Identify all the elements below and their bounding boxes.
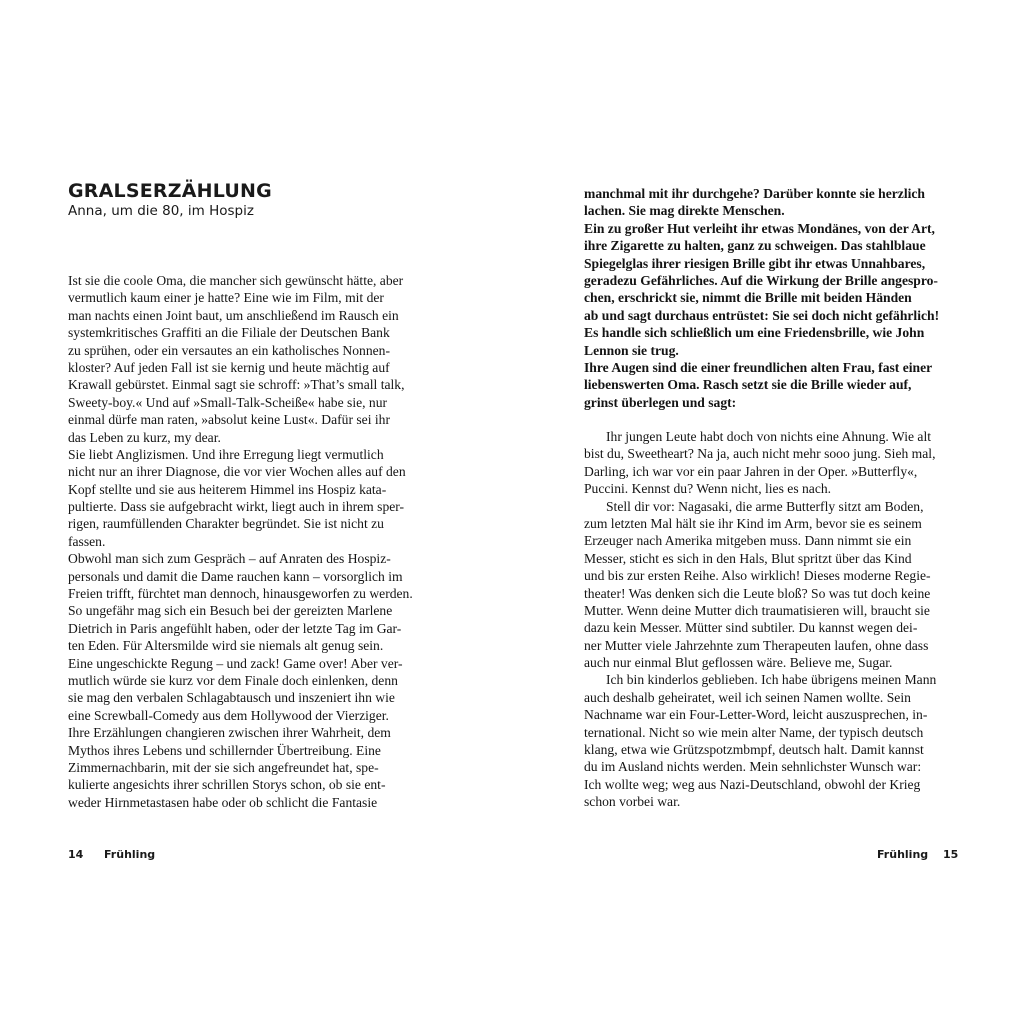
text-line: Obwohl man sich zum Gespräch – auf Anraten des Hospiz- [68, 551, 391, 567]
text-line: kulierte angesichts ihrer schrillen Storys schon, ob sie ent- [68, 777, 386, 793]
text-line: Sweety-boy.« Und auf »Small-Talk-Scheiße« habe sie, nur [68, 394, 388, 410]
right-page [512, 0, 1024, 1024]
text-line: sie mag den verbalen Schlagabtausch und inszeniert ihn wie [68, 690, 395, 706]
text-line: du im Ausland nichts werden. Mein sehnlichster Wunsch war: [584, 759, 922, 775]
text-line: Ihre Augen sind die einer freundlichen alten Frau, fast einer [584, 359, 933, 375]
text-line: Dietrich in Paris angefühlt haben, oder der letzte Tag im Gar- [68, 620, 402, 636]
text-line: weder Hirnmetastasen habe oder ob schlicht die Fantasie [68, 794, 378, 810]
text-line: ten Eden. Für Altersmilde wird sie niemals alt genug sein. [68, 638, 384, 654]
text-line: dazu kein Messer. Mütter sind subtiler. Du kannst wegen dei- [584, 620, 918, 636]
text-line: zu sprühen, oder ein versautes an ein katholisches Nonnen- [68, 342, 390, 358]
chapter-subtitle: Anna, um die 80, im Hospiz [68, 203, 254, 219]
text-line: nicht nur an ihrer Diagnose, die vor vier Wochen alles auf den [68, 464, 406, 480]
text-line: Mythos ihres Lebens und schillernder Übertreibung. Eine [68, 742, 381, 758]
text-line: klang, etwa wie Grützspotzmbmpf, deutsch halt. Damit kannst [584, 742, 924, 758]
left-body-text [68, 272, 413, 811]
text-line: grinst überlegen und sagt: [584, 394, 737, 410]
text-line: ner Mutter viele Jahrzehnte zum Therapeuten laufen, ohne dass [584, 637, 929, 653]
text-line: liebenswerten Oma. Rasch setzt sie die Brille wieder auf, [584, 377, 912, 393]
text-line: Sie liebt Anglizismen. Und ihre Erregung liegt vermutlich [68, 446, 384, 462]
text-line: lachen. Sie mag direkte Menschen. [584, 203, 785, 219]
text-line: einmal dürfe man raten, »absolut keine Lust«. Dafür sei ihr [68, 412, 390, 428]
text-line: ternational. Nicht so wie mein alter Name, der typisch deutsch [584, 724, 924, 740]
text-line: Krawall gebürstet. Einmal sagt sie schroff: »That’s small talk, [68, 377, 405, 393]
text-line: manchmal mit ihr durchgehe? Darüber konnte sie herzlich [584, 186, 925, 201]
right-quote-text [584, 428, 936, 811]
text-line: pultierte. Dass sie aufgebracht wirkt, liegt auch in ihrem sper- [68, 499, 405, 515]
text-line: bist du, Sweetheart? Na ja, auch nicht mehr sooo jung. Sieh mal, [584, 446, 936, 462]
text-line: Mutter. Wenn deine Mutter dich traumatisieren will, braucht sie [584, 602, 930, 618]
text-line: geradezu Gefährliches. Auf die Wirkung der Brille angespro- [584, 272, 938, 288]
running-head-right: Frühling [877, 848, 929, 861]
text-line: Spiegelglas ihrer riesigen Brille gibt ihr etwas Unnahbares, [584, 255, 926, 271]
running-head-left: Frühling [104, 848, 156, 861]
text-line: vermutlich kaum einer je hatte? Eine wie im Film, mit der [68, 290, 384, 306]
text-line: Puccini. Kennst du? Wenn nicht, lies es nach. [584, 481, 832, 497]
text-line: Es handle sich schließlich um eine Friedensbrille, wie John [584, 325, 925, 341]
text-line: schon vorbei war. [584, 794, 681, 810]
text-line: Lennon sie trug. [584, 342, 679, 358]
text-line: theater! Was denken sich die Leute bloß? So was tut doch keine [584, 585, 931, 601]
text-line: eine Screwball-Comedy aus dem Hollywood der Vierziger. [68, 707, 389, 723]
text-line: Darling, ich war vor ein paar Jahren in der Oper. »Butterfly«, [584, 463, 918, 479]
text-line: So ungefähr mag sich ein Besuch bei der gereizten Marlene [68, 603, 393, 619]
text-line: auch nur einmal Blut geflossen wäre. Believe me, Sugar. [584, 655, 893, 671]
text-line: Zimmernachbarin, mit der sie sich angefreundet hat, spe- [68, 759, 379, 775]
text-line: fassen. [68, 533, 106, 549]
text-line: Kopf stellte und sie aus heiterem Himmel ins Hospiz kata- [68, 481, 387, 497]
text-line: ab und sagt durchaus entrüstet: Sie sei doch nicht gefährlich! [584, 307, 940, 323]
text-line: man nachts einen Joint baut, um anschließend im Rausch ein [68, 307, 399, 323]
page-number-right: 15 [943, 848, 959, 861]
text-line: Erzeuger nach Amerika mitgeben muss. Dann nimmt sie ein [584, 533, 912, 549]
text-line: Ich wollte weg; weg aus Nazi-Deutschland, obwohl der Krieg [584, 776, 921, 792]
text-line: personals und damit die Dame rauchen kann – vorsorglich im [68, 568, 403, 584]
text-line: Ich bin kinderlos geblieben. Ich habe übrigens meinen Mann [606, 672, 937, 688]
text-line: Messer, sticht es sich in den Hals, Blut spritzt über das Kind [584, 550, 912, 566]
text-line: Ihr jungen Leute habt doch von nichts eine Ahnung. Wie alt [606, 429, 931, 444]
text-line: Stell dir vor: Nagasaki, die arme Butterfly sitzt am Boden, [606, 498, 924, 514]
page-number-left: 14 [68, 848, 84, 861]
text-line: Freien trifft, fürchtet man dennoch, hinausgeworfen zu werden. [68, 586, 413, 602]
text-line: zum letzten Mal hält sie ihr Kind im Arm, bevor sie es seinem [584, 515, 922, 531]
text-line: und bis zur ersten Reihe. Also wirklich! Dieses moderne Regie- [584, 568, 931, 584]
text-line: Ein zu großer Hut verleiht ihr etwas Mondänes, von der Art, [584, 220, 935, 236]
chapter-title: GRALSERZÄHLUNG [68, 180, 272, 202]
text-line: mutlich würde sie kurz vor dem Finale doch einlenken, denn [68, 672, 398, 688]
text-line: auch deshalb geheiratet, weil ich seinen Namen wollte. Sein [584, 689, 911, 705]
text-line: Ist sie die coole Oma, die mancher sich gewünscht hätte, aber [68, 273, 404, 288]
text-line: Nachname war ein Four-Letter-Word, leicht auszusprechen, in- [584, 707, 928, 723]
text-line: kloster? Auf jeden Fall ist sie kernig und heute mächtig auf [68, 359, 390, 375]
text-line: systemkritisches Graffiti an die Filiale der Deutschen Bank [68, 325, 390, 341]
text-line: Ihre Erzählungen changieren zwischen ihrer Wahrheit, dem [68, 725, 391, 741]
text-line: Eine ungeschickte Regung – und zack! Game over! Aber ver- [68, 655, 403, 671]
text-line: ihre Zigarette zu halten, ganz zu schweigen. Das stahlblaue [584, 238, 926, 254]
right-bold-text [584, 185, 939, 411]
text-line: rigen, raumfüllenden Charakter begründet. Sie ist nicht zu [68, 516, 384, 532]
text-line: das Leben zu kurz, my dear. [68, 429, 221, 445]
text-line: chen, erschrickt sie, nimmt die Brille mit beiden Händen [584, 290, 912, 306]
